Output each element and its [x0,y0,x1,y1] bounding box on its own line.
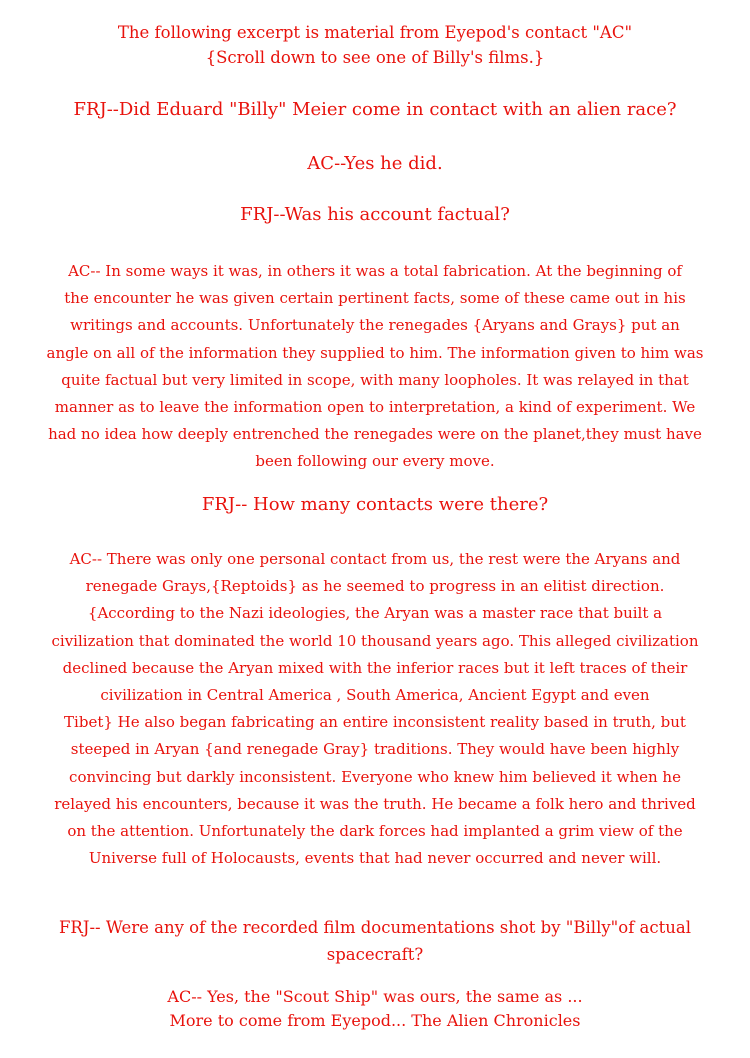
answer-1: AC--Yes he did. [307,153,443,174]
answer-3-paragraph [30,546,720,872]
question-4-line-1: FRJ-- Were any of the recorded film documentations shot by "Billy"of actual [58,918,692,937]
paragraph-line: declined because the Aryan mixed with the inferior races but it left traces of their [62,658,688,677]
paragraph-line: relayed his encounters, because it was the truth. He became a folk hero and thrived [54,794,696,813]
paragraph-line: AC-- There was only one personal contact from us, the rest were the Aryans and [69,550,681,568]
paragraph-line: Universe full of Holocausts, events that had never occurred and never will. [88,849,662,868]
paragraph-line: renegade Grays,{Reptoids} as he seemed to progress in an elitist direction. [85,577,665,596]
question-4-line-2: spacecraft? [326,945,424,964]
paragraph-line: AC-- In some ways it was, in others it was a total fabrication. At the beginning of [68,262,682,280]
question-1: FRJ--Did Eduard "Billy" Meier come in contact with an alien race? [73,99,677,120]
paragraph-line: {According to the Nazi ideologies, the Aryan was a master race that built a [87,604,663,623]
paragraph-line: writings and accounts. Unfortunately the renegades {Aryans and Grays} put an [70,316,680,335]
question-3: FRJ-- How many contacts were there? [201,494,549,515]
question-4 [0,914,750,968]
answer-2-paragraph [30,258,720,476]
intro-heading [0,20,750,70]
paragraph-line: civilization that dominated the world 10 thousand years ago. This alleged civilization [51,631,699,650]
paragraph-line: on the attention. Unfortunately the dark forces had implanted a grim view of the [67,822,683,841]
paragraph-line: angle on all of the information they supplied to him. The information given to him was [46,343,704,362]
paragraph-line: manner as to leave the information open to interpretation, a kind of experiment. We [54,398,696,417]
closing-note: More to come from Eyepod... The Alien Chronicles [169,1011,581,1030]
answer-4: AC-- Yes, the "Scout Ship" was ours, the same as ... [167,987,583,1006]
paragraph-line: been following our every move. [255,452,495,471]
intro-line-1: The following excerpt is material from Eyepod's contact "AC" [117,23,633,42]
paragraph-line: civilization in Central America , South America, Ancient Egypt and even [100,686,650,705]
closing-block [0,985,750,1033]
paragraph-line: the encounter he was given certain pertinent facts, some of these came out in his [64,289,686,308]
paragraph-line: steeped in Aryan {and renegade Gray} traditions. They would have been highly [70,740,680,759]
scroll-note: {Scroll down to see one of Billy's films.} [205,48,545,67]
question-2: FRJ--Was his account factual? [240,204,510,225]
paragraph-line: Tibet} He also began fabricating an entire inconsistent reality based in truth, but [64,713,686,732]
paragraph-line: had no idea how deeply entrenched the renegades were on the planet,they must have [48,425,702,444]
paragraph-line: quite factual but very limited in scope, with many loopholes. It was relayed in that [61,370,689,389]
paragraph-line: convincing but darkly inconsistent. Everyone who knew him believed it when he [69,767,681,786]
